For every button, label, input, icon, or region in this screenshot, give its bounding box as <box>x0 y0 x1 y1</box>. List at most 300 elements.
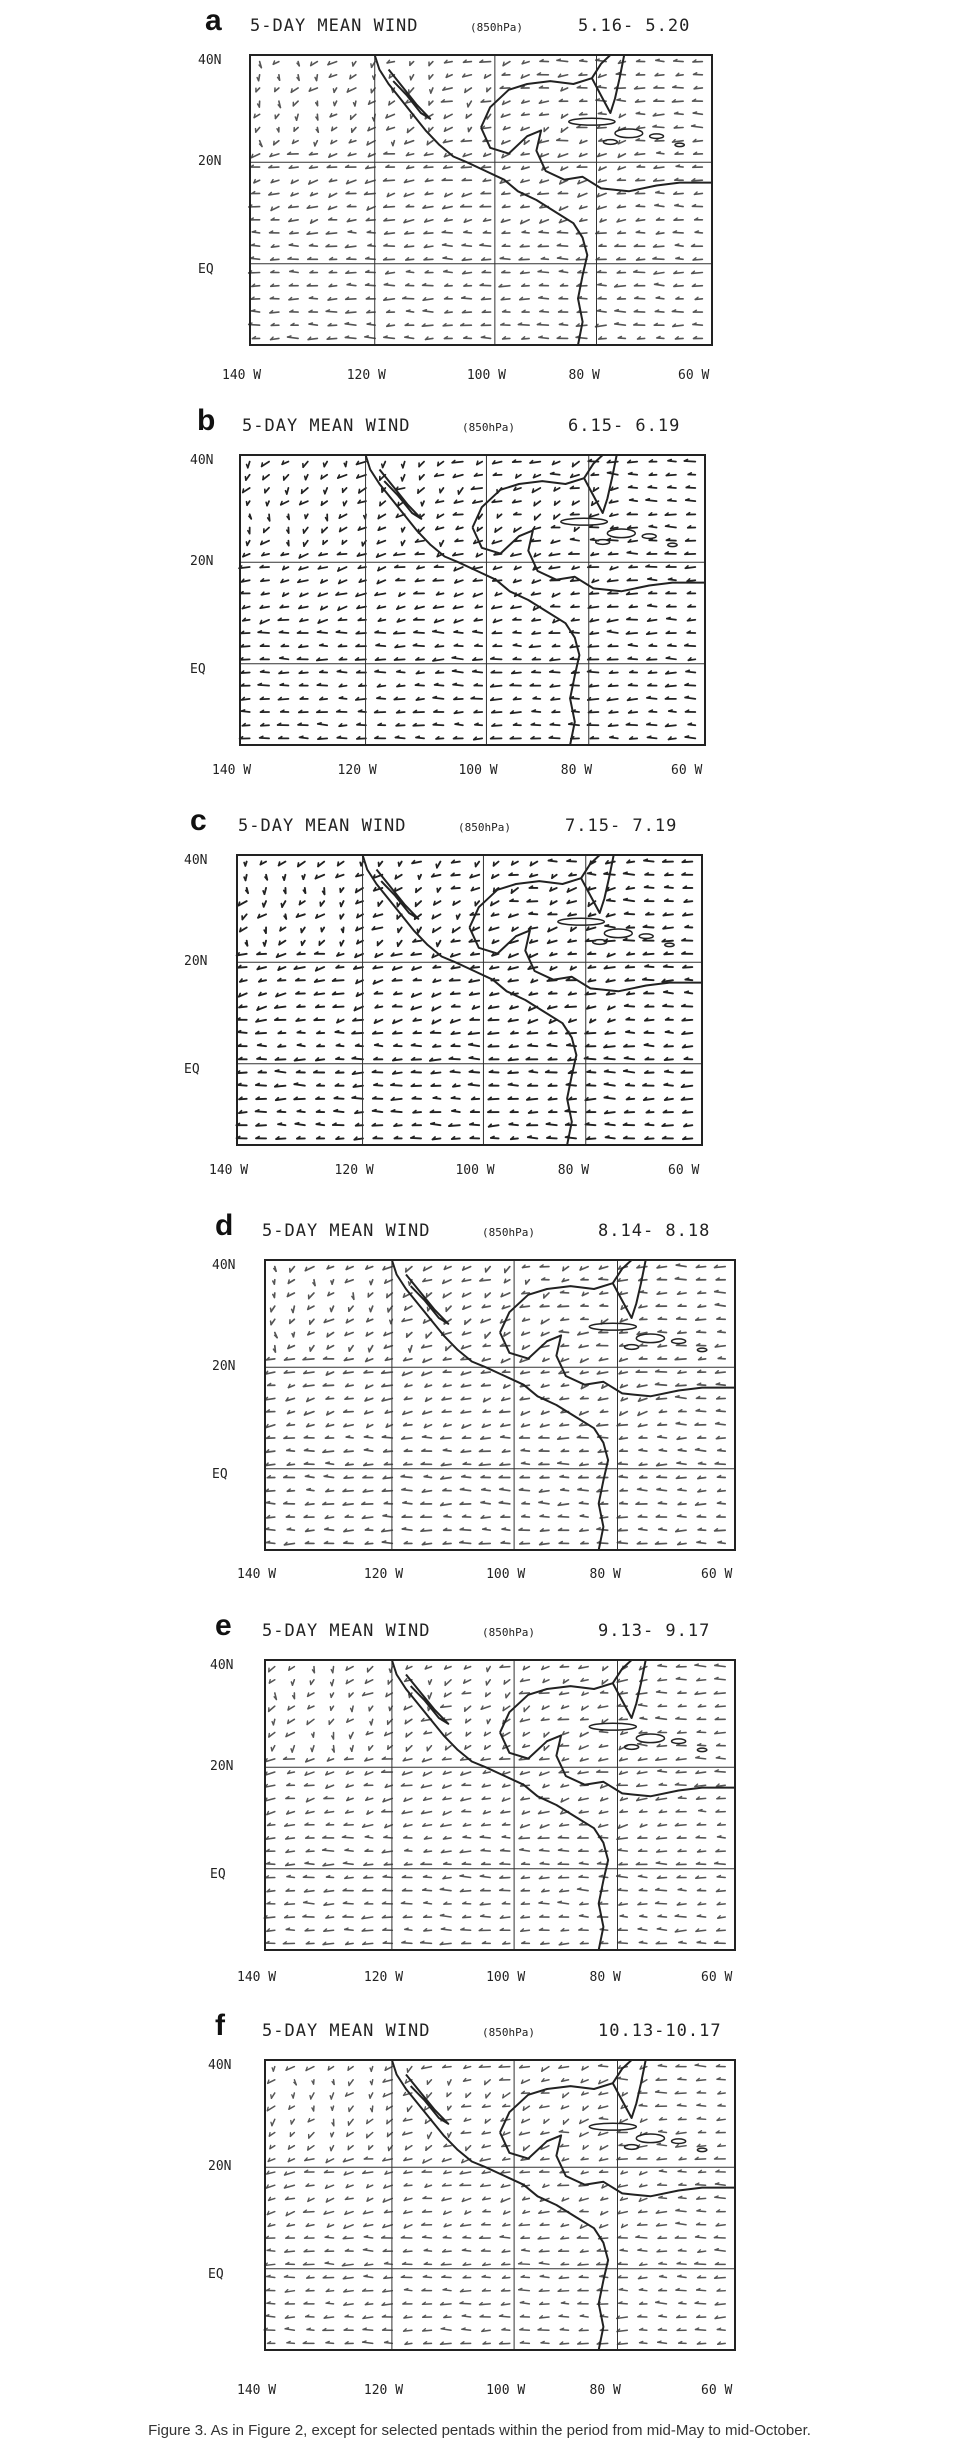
wind-panel-e <box>0 1605 959 2005</box>
wind-vector-head <box>676 1264 679 1265</box>
wind-vector-head <box>383 1515 386 1516</box>
wind-vector-head <box>327 1333 328 1336</box>
wind-vector <box>269 1667 275 1672</box>
wind-vector-head <box>432 1020 433 1023</box>
wind-vector-head <box>246 542 247 545</box>
wind-vector-head <box>571 928 572 931</box>
wind-vector <box>656 1384 667 1385</box>
wind-vector-head <box>640 1717 643 1718</box>
wind-vector-head <box>301 929 302 932</box>
wind-vector-head <box>592 502 593 505</box>
wind-vector-head <box>397 943 398 946</box>
wind-vector-head <box>655 204 658 205</box>
pressure-level: (850hPa) <box>462 421 515 434</box>
lon-label: 80 W <box>589 1567 621 1582</box>
wind-vector-head <box>298 863 299 866</box>
lon-label: 80 W <box>557 1163 590 1178</box>
wind-vector-head <box>563 1680 564 1683</box>
wind-vector-head <box>421 502 422 505</box>
wind-vector-head <box>617 99 620 100</box>
wind-vector-head <box>263 943 264 946</box>
wind-vector <box>557 232 567 233</box>
pressure-level: (850hPa) <box>482 1226 535 1239</box>
lon-label: 100 W <box>486 1970 526 1985</box>
wind-vector-head <box>624 872 627 873</box>
wind-vector <box>480 245 491 246</box>
wind-vector-head <box>417 929 418 932</box>
caribbean-island <box>604 929 632 938</box>
wind-vector <box>465 1706 471 1711</box>
wind-vector-head <box>330 1707 331 1710</box>
wind-vector-head <box>280 657 283 658</box>
wind-vector-head <box>370 1722 371 1725</box>
wind-vector-head <box>298 1044 301 1045</box>
wind-vector-head <box>310 1681 311 1684</box>
wind-vector-head <box>285 491 286 494</box>
wind-vector-head <box>433 630 436 631</box>
lon-label: 120 W <box>337 763 377 778</box>
wind-vector-head <box>339 515 340 518</box>
wind-vector-head <box>331 1682 332 1685</box>
wind-vector-head <box>373 76 374 79</box>
wind-vector-head <box>509 1083 512 1084</box>
wind-vector <box>409 88 414 93</box>
lat-lon-grid <box>240 455 705 745</box>
wind-vector-head <box>445 1733 446 1736</box>
wind-vector <box>351 114 356 119</box>
wind-vector-head <box>390 1320 391 1323</box>
wind-vector <box>326 311 336 312</box>
wind-vector-head <box>398 862 399 865</box>
wind-vector-head <box>346 1436 349 1437</box>
lon-label: 100 W <box>455 1163 495 1178</box>
wind-vector-head <box>500 1488 503 1489</box>
wind-vector-head <box>666 525 669 526</box>
wind-vector-head <box>373 1110 376 1111</box>
wind-vector <box>673 87 683 88</box>
wind-vector-head <box>580 1515 583 1516</box>
wind-vector-head <box>288 1707 289 1710</box>
wind-vector-head <box>382 1541 385 1542</box>
wind-vector-head <box>477 528 478 531</box>
wind-vector-head <box>440 489 441 492</box>
wind-vector-head <box>367 142 368 145</box>
wind-vector-head <box>467 103 468 106</box>
pentad-dates: 7.15- 7.19 <box>565 816 678 836</box>
wind-vector-head <box>457 915 458 918</box>
lat-label: EQ <box>210 1866 226 1882</box>
wind-vector-head <box>605 1083 608 1084</box>
wind-vector-head <box>433 1097 436 1098</box>
wind-vector-head <box>247 464 248 467</box>
wind-vector-head <box>405 1720 406 1723</box>
wind-vector-head <box>648 578 651 579</box>
wind-vector-head <box>605 1123 608 1124</box>
wind-vector-head <box>465 1746 466 1749</box>
wind-vector-head <box>308 1306 309 1309</box>
wind-vector-head <box>334 102 335 105</box>
wind-vector-head <box>606 1136 609 1137</box>
lat-label: 20N <box>190 554 214 570</box>
lon-label: 80 W <box>589 1970 621 1985</box>
lon-label: 60 W <box>678 368 710 383</box>
wind-vector <box>695 1665 706 1666</box>
lon-label: 60 W <box>701 1567 733 1582</box>
lat-label: 20N <box>184 954 208 970</box>
gulf-coastline <box>500 1260 632 1333</box>
wind-vector-head <box>350 75 351 78</box>
wind-vector-head <box>548 928 549 931</box>
wind-vector-head <box>624 1070 627 1071</box>
wind-vector <box>576 337 587 338</box>
wind-vector-head <box>638 1488 641 1489</box>
wind-vector-head <box>326 1462 329 1463</box>
wind-vector-head <box>593 488 594 491</box>
wind-vector-head <box>512 861 513 864</box>
wind-vector-head <box>534 607 535 610</box>
wind-vector-head <box>485 1746 486 1749</box>
lon-label: 140 W <box>237 1567 277 1582</box>
wind-vector-head <box>562 115 563 118</box>
wind-vector-head <box>693 112 696 113</box>
wind-vector <box>518 325 529 326</box>
wind-vector-head <box>465 89 466 92</box>
wind-vector-head <box>669 710 672 711</box>
wind-map <box>265 1660 735 1950</box>
wind-vector-head <box>437 515 438 518</box>
wind-vector-head <box>357 914 358 917</box>
wind-vector-head <box>349 1348 350 1351</box>
wind-vector-head <box>640 1291 643 1292</box>
wind-vector-head <box>432 915 433 918</box>
wind-vector <box>653 259 664 260</box>
wind-vector-head <box>410 115 411 118</box>
wind-vector-head <box>656 59 659 60</box>
wind-vector <box>535 514 541 519</box>
wind-vector-head <box>433 929 434 932</box>
map-frame <box>237 855 702 1145</box>
wind-vector-head <box>567 889 568 892</box>
pentad-dates: 6.15- 6.19 <box>568 416 681 436</box>
wind-vector-head <box>309 323 312 324</box>
wind-vector-head <box>356 889 357 892</box>
wind-vectors <box>265 1264 725 1545</box>
wind-vector-head <box>455 723 458 724</box>
wind-vector-head <box>466 115 467 118</box>
lat-label: 20N <box>210 1759 234 1775</box>
wind-vector <box>445 1680 451 1686</box>
wind-vector-head <box>360 862 361 865</box>
wind-vector-head <box>638 1743 641 1744</box>
wind-vector-head <box>271 1747 272 1750</box>
wind-vector-head <box>295 1123 298 1124</box>
panel-letter: a <box>205 4 222 37</box>
wind-vector-head <box>252 231 255 232</box>
wind-vector-head <box>588 903 589 906</box>
wind-vector-head <box>484 1398 485 1401</box>
lat-label: 40N <box>210 1657 234 1673</box>
wind-vector-head <box>608 630 611 631</box>
wind-vector <box>269 1706 275 1711</box>
wind-vector-head <box>667 617 670 618</box>
lon-label: 140 W <box>212 763 252 778</box>
wind-vector-head <box>278 1123 281 1124</box>
wind-vector-head <box>523 1733 524 1736</box>
caribbean-island <box>672 1339 686 1344</box>
caribbean-island <box>665 943 674 946</box>
wind-vector-head <box>271 1321 272 1324</box>
wind-vector-head <box>402 1528 405 1529</box>
wind-vector-head <box>334 1110 337 1111</box>
map-frame <box>250 55 712 345</box>
wind-vector-head <box>431 1123 434 1124</box>
wind-vector <box>426 1333 431 1338</box>
wind-vector-head <box>311 62 312 65</box>
wind-vector-head <box>306 1475 309 1476</box>
wind-vector-head <box>303 543 304 546</box>
wind-vector <box>557 246 567 247</box>
wind-vector-head <box>436 864 437 867</box>
wind-vector-head <box>550 967 551 970</box>
wind-vector-head <box>392 142 393 145</box>
wind-vector-head <box>512 927 513 930</box>
wind-vector-head <box>514 528 515 531</box>
wind-vector-head <box>625 1057 628 1058</box>
wind-vectors <box>236 859 692 1139</box>
wind-vector-head <box>318 723 321 724</box>
wind-vector-head <box>350 1748 351 1751</box>
wind-vector-head <box>424 1267 425 1270</box>
wind-vector <box>524 1706 529 1711</box>
wind-vector-head <box>343 502 344 505</box>
wind-vector-head <box>440 543 441 546</box>
wind-vector-head <box>371 64 372 67</box>
wind-vector-head <box>588 872 591 873</box>
lon-label: 80 W <box>568 368 600 383</box>
lat-label: 40N <box>190 452 214 468</box>
wind-vector-head <box>513 644 516 645</box>
wind-vector-head <box>627 551 630 552</box>
wind-vector-head <box>532 489 533 492</box>
wind-vector-head <box>495 529 496 532</box>
wind-vector-head <box>438 462 439 465</box>
caribbean-island <box>642 534 656 539</box>
wind-vector-head <box>398 502 399 505</box>
panel-title: 5-DAY MEAN WIND <box>250 16 419 36</box>
wind-vector-head <box>437 943 438 946</box>
wind-vector-head <box>504 1333 505 1336</box>
panel-letter: e <box>215 1609 232 1642</box>
caribbean-island <box>561 518 608 525</box>
wind-vector-head <box>486 1681 487 1684</box>
wind-vector-head <box>659 1449 662 1450</box>
wind-vector-head <box>453 929 454 932</box>
wind-vector-head <box>289 1667 290 1670</box>
wind-vector-head <box>283 593 284 596</box>
pacific-coastline <box>366 455 580 745</box>
wind-vector <box>672 311 683 312</box>
wind-vector-head <box>244 863 245 866</box>
wind-vector-head <box>365 1449 368 1450</box>
wind-vector-head <box>430 90 431 93</box>
wind-vector-head <box>291 89 292 92</box>
wind-vector <box>345 337 355 338</box>
wind-vector-head <box>295 117 296 120</box>
wind-vector <box>653 127 664 128</box>
wind-vector-head <box>324 463 325 466</box>
pressure-level: (850hPa) <box>458 821 511 834</box>
wind-vector-head <box>316 1123 319 1124</box>
wind-vector-head <box>410 76 411 79</box>
wind-map <box>265 1260 735 1550</box>
wind-vector-head <box>427 141 428 144</box>
wind-vector-head <box>571 538 574 539</box>
wind-vector-head <box>523 1346 524 1349</box>
wind-vector-head <box>605 925 608 926</box>
wind-vector-head <box>469 1083 472 1084</box>
wind-vector-head <box>332 127 333 130</box>
wind-vector-head <box>382 464 383 467</box>
wind-vector-head <box>552 875 553 878</box>
wind-vector-head <box>352 1097 355 1098</box>
wind-vector-head <box>591 539 594 540</box>
wind-vector-head <box>301 942 302 945</box>
caribbean-island <box>668 543 677 546</box>
caribbean-island <box>607 529 635 538</box>
lon-label: 60 W <box>701 1970 733 1985</box>
wind-vector-head <box>458 491 459 494</box>
wind-vector-head <box>331 140 332 143</box>
wind-vector-head <box>554 488 555 491</box>
lon-label: 100 W <box>466 368 506 383</box>
wind-vector-head <box>469 1057 472 1058</box>
wind-vector-head <box>696 1449 699 1450</box>
wind-vector-head <box>530 862 531 865</box>
wind-vector-head <box>395 875 396 878</box>
map-frame <box>265 1260 735 1550</box>
wind-vector-head <box>626 1031 629 1032</box>
wind-vectors <box>264 1664 725 1945</box>
wind-vector-head <box>330 1308 331 1311</box>
wind-vectors <box>239 459 695 739</box>
wind-vector-head <box>665 1070 668 1071</box>
wind-vector-head <box>251 310 254 311</box>
wind-vector-head <box>240 928 241 931</box>
wind-vector-head <box>402 464 403 467</box>
caribbean-island <box>650 134 664 139</box>
gulf-coastline <box>481 55 610 128</box>
wind-vector-head <box>509 1123 512 1124</box>
map-frame <box>240 455 705 745</box>
caribbean-island <box>569 118 615 125</box>
lat-lon-grid <box>237 855 702 1145</box>
lon-label: 140 W <box>222 368 262 383</box>
caribbean-island <box>589 1323 636 1330</box>
wind-vector-head <box>437 888 438 891</box>
lat-label: 40N <box>198 52 222 68</box>
wind-map <box>237 855 702 1145</box>
caribbean-island <box>625 1345 639 1350</box>
wind-vector-head <box>604 1096 607 1097</box>
wind-vector-head <box>473 631 476 632</box>
wind-vector-head <box>308 1693 309 1696</box>
wind-vector-head <box>677 1462 680 1463</box>
wind-vector-head <box>675 204 678 205</box>
panel-title: 5-DAY MEAN WIND <box>242 416 411 436</box>
wind-vector-head <box>547 1123 550 1124</box>
wind-vector-head <box>629 644 632 645</box>
lon-label: 60 W <box>668 1163 700 1178</box>
wind-vector-head <box>418 876 419 879</box>
wind-vector-head <box>280 927 281 930</box>
wind-vector-head <box>505 1279 506 1282</box>
wind-vector-head <box>610 736 613 737</box>
wind-vector-head <box>348 231 351 232</box>
wind-vector-head <box>453 902 454 905</box>
wind-vector-head <box>469 1044 472 1045</box>
lat-label: 20N <box>212 1359 236 1375</box>
wind-vector-head <box>590 1019 591 1022</box>
lat-label: EQ <box>212 1466 228 1482</box>
wind-vector-head <box>389 75 390 78</box>
wind-vector-head <box>266 1502 269 1503</box>
wind-vector-head <box>321 502 322 505</box>
wind-vector-head <box>362 542 363 545</box>
wind-vector-head <box>389 1707 390 1710</box>
wind-vector-head <box>529 1070 532 1071</box>
wind-vector-head <box>718 1541 721 1542</box>
wind-vector-head <box>305 476 306 479</box>
lon-label: 120 W <box>334 1163 374 1178</box>
lon-label: 80 W <box>560 763 593 778</box>
pacific-coastline <box>363 855 577 1145</box>
wind-vector-head <box>365 336 368 337</box>
wind-vector-head <box>666 1031 669 1032</box>
wind-vector-head <box>678 1449 681 1450</box>
wind-vector-head <box>401 477 402 480</box>
wind-vector-head <box>359 489 360 492</box>
panel-letter: b <box>197 404 216 437</box>
wind-vector-head <box>338 862 339 865</box>
wind-vector-head <box>401 542 402 545</box>
wind-vector-head <box>352 62 353 65</box>
wind-vector <box>634 272 645 273</box>
lat-label: 40N <box>212 1257 236 1273</box>
wind-vector-head <box>281 904 282 907</box>
wind-vector-head <box>340 903 341 906</box>
pressure-level: (850hPa) <box>470 21 523 34</box>
wind-vector-head <box>443 1294 444 1297</box>
caribbean-island <box>697 1348 706 1351</box>
wind-vector <box>309 1293 314 1299</box>
wind-vector-head <box>260 861 261 864</box>
wind-vector-head <box>331 1281 332 1284</box>
wind-vector-head <box>367 323 370 324</box>
wind-vector-head <box>685 978 688 979</box>
wind-vector <box>715 1665 725 1666</box>
lat-lon-grid <box>250 55 712 345</box>
wind-vector-head <box>269 1680 270 1683</box>
wind-vector-head <box>369 1348 370 1351</box>
wind-vector-head <box>582 1707 583 1710</box>
wind-vector-head <box>291 1749 292 1752</box>
wind-vector-head <box>366 1333 367 1336</box>
wind-vector-head <box>321 606 322 609</box>
caribbean-island <box>636 1334 664 1343</box>
wind-vector-head <box>468 128 469 131</box>
wind-vector-head <box>605 1070 608 1071</box>
wind-vector-head <box>630 499 633 500</box>
